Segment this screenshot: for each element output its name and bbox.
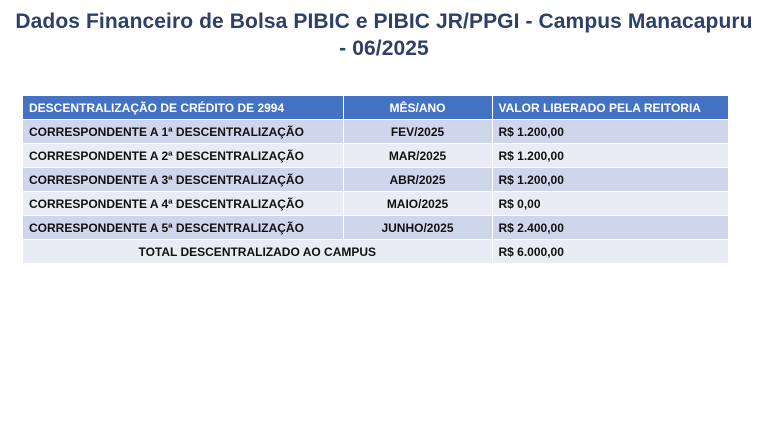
page-title-line-2: - 06/2025 [339,37,429,60]
cell-valor: R$ 1.200,00 [492,120,728,144]
page-title [10,8,758,62]
total-label: TOTAL DESCENTRALIZADO AO CAMPUS [23,240,492,264]
table-header [23,96,728,120]
cell-mes-ano: MAR/2025 [343,144,492,168]
table-row [23,216,728,240]
table-total-row [23,240,728,264]
header-descentralizacao: DESCENTRALIZAÇÃO DE CRÉDITO DE 2994 [23,96,343,120]
cell-descricao: CORRESPONDENTE A 5ª DESCENTRALIZAÇÃO [23,216,343,240]
cell-descricao: CORRESPONDENTE A 4ª DESCENTRALIZAÇÃO [23,192,343,216]
cell-valor: R$ 1.200,00 [492,168,728,192]
table-row [23,144,728,168]
cell-descricao: CORRESPONDENTE A 3ª DESCENTRALIZAÇÃO [23,168,343,192]
total-valor: R$ 6.000,00 [492,240,728,264]
page-title-line-1: Dados Financeiro de Bolsa PIBIC e PIBIC JR/PPGI - Campus Manacapuru [15,10,753,33]
table-row [23,120,728,144]
cell-mes-ano: ABR/2025 [343,168,492,192]
header-mes-ano: MÊS/ANO [343,96,492,120]
table-row [23,192,728,216]
cell-mes-ano: JUNHO/2025 [343,216,492,240]
financial-table [23,96,729,264]
cell-valor: R$ 0,00 [492,192,728,216]
header-valor-liberado: VALOR LIBERADO PELA REITORIA [492,96,728,120]
cell-descricao: CORRESPONDENTE A 1ª DESCENTRALIZAÇÃO [23,120,343,144]
cell-descricao: CORRESPONDENTE A 2ª DESCENTRALIZAÇÃO [23,144,343,168]
table-row [23,168,728,192]
cell-mes-ano: MAIO/2025 [343,192,492,216]
cell-mes-ano: FEV/2025 [343,120,492,144]
cell-valor: R$ 2.400,00 [492,216,728,240]
table-body [23,120,728,264]
cell-valor: R$ 1.200,00 [492,144,728,168]
table-header-row [23,96,728,120]
